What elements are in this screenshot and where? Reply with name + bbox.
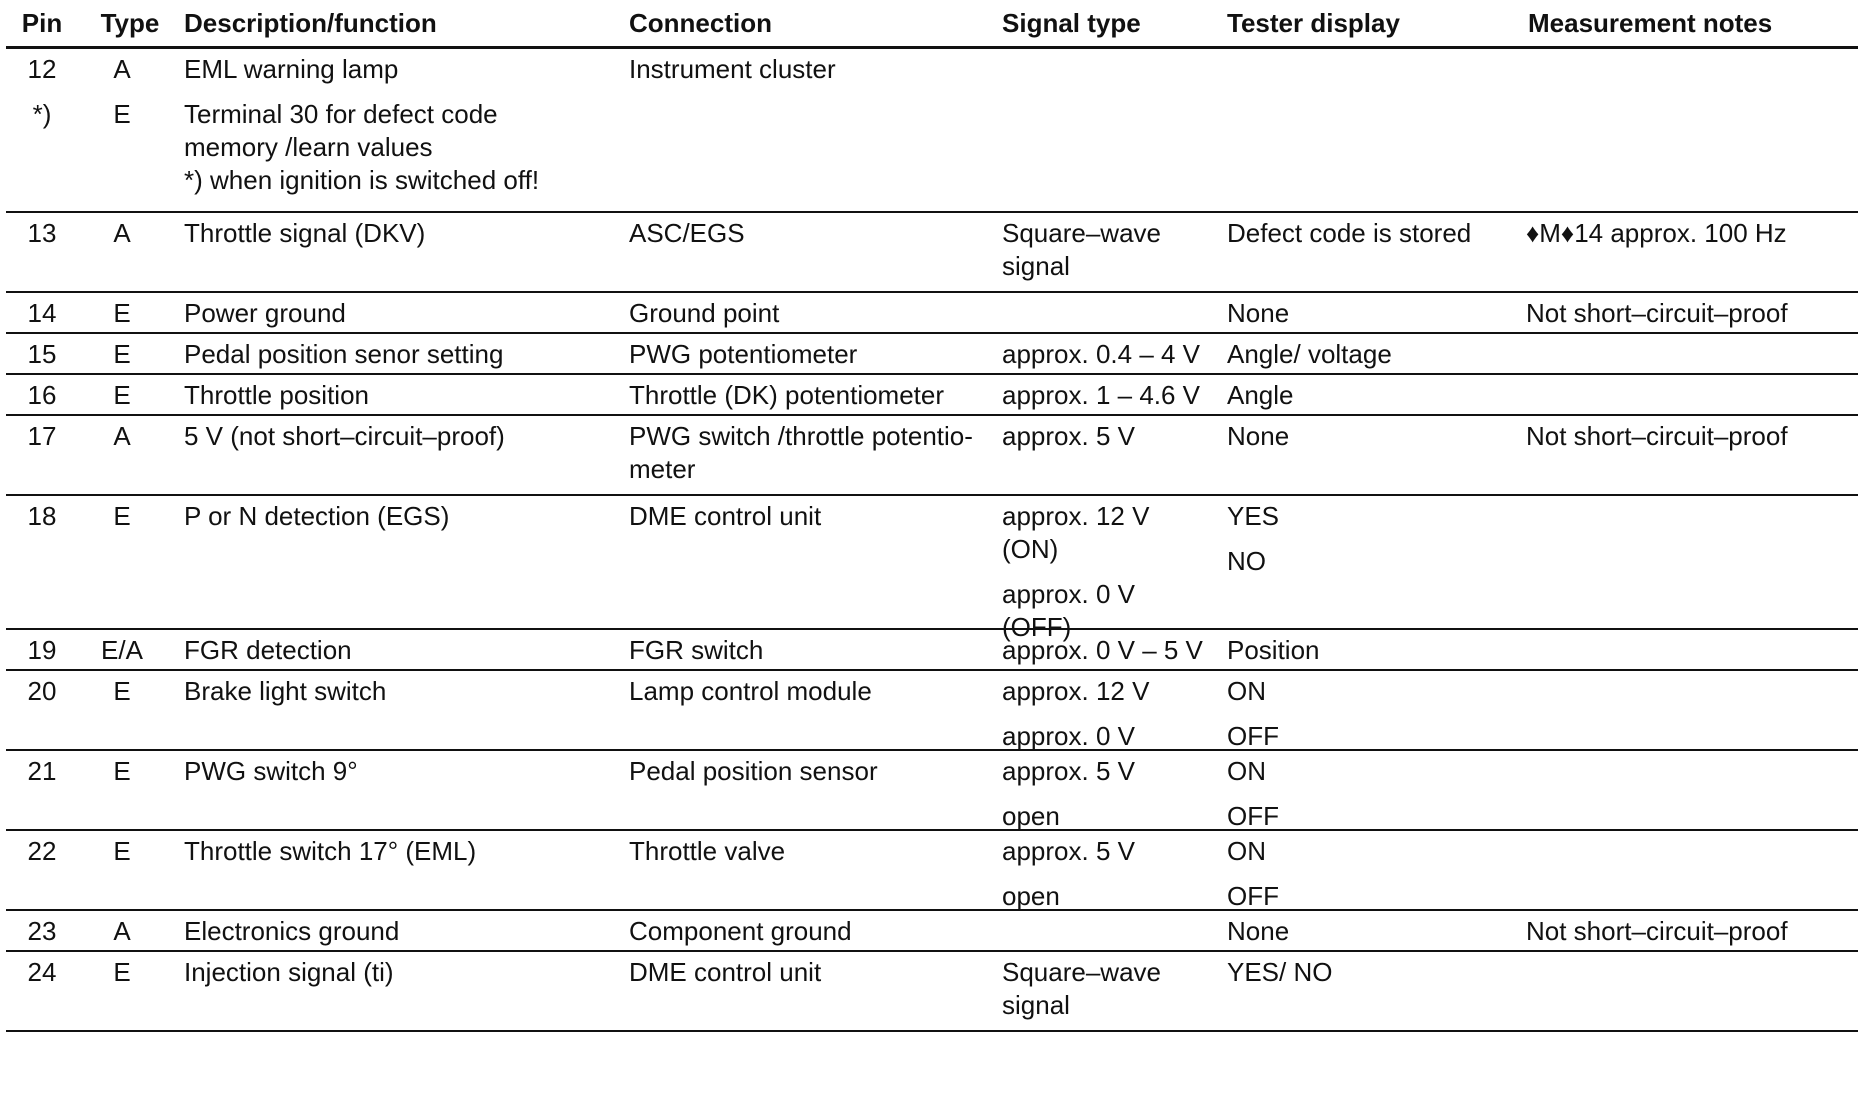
type-cell (96, 49, 148, 131)
type-cell (96, 375, 148, 412)
table-row (6, 952, 1858, 1032)
cell-text-line: approx. 5 V (1002, 421, 1135, 451)
cell-text-line: 20 (27, 676, 57, 706)
cell-text-line: approx. 0 V (1002, 721, 1135, 751)
cell-text-line: Defect code is stored (1227, 218, 1472, 248)
cell-text-line: E (113, 836, 131, 866)
pin-cell (16, 293, 68, 330)
table-row (6, 751, 1858, 831)
measurement-notes-cell (1526, 49, 1856, 53)
pin-assignment-table (6, 4, 1858, 1032)
cell-text-line: 5 V (not short–circuit–proof) (184, 421, 505, 451)
pin-cell (16, 375, 68, 412)
cell-text-line: 14 (27, 298, 57, 328)
description-cell (184, 334, 624, 371)
table-body (6, 49, 1858, 1032)
cell-text-line: ASC/EGS (629, 218, 745, 248)
cell-text-line: Pedal position sensor (629, 756, 878, 786)
cell-text-line: E (113, 957, 131, 987)
tester-display-cell (1227, 831, 1527, 913)
pin-cell (16, 831, 68, 868)
cell-text-line: A (113, 218, 131, 248)
cell-text-line: Power ground (184, 298, 346, 328)
cell-text-line: DME control unit (629, 957, 822, 987)
connection-cell (629, 375, 999, 412)
cell-text-line: None (1227, 916, 1290, 946)
cell-text-line: Throttle valve (629, 836, 786, 866)
cell-text-line: 12 (27, 54, 57, 84)
cell-text-line: 15 (27, 339, 57, 369)
cell-text-line: E (113, 99, 131, 129)
cell-text-line: E (113, 676, 131, 706)
measurement-notes-cell (1526, 334, 1856, 338)
signal-type-cell (1002, 416, 1227, 453)
cell-text-line: 21 (27, 756, 57, 786)
cell-text-line: NO (1227, 546, 1266, 576)
cell-text-line: (ON) (1002, 534, 1059, 564)
cell-text-line: None (1227, 421, 1290, 451)
table-row (6, 911, 1858, 952)
tester-display-cell (1227, 911, 1527, 948)
connection-cell (629, 416, 999, 486)
header-connection: Connection (629, 8, 772, 38)
measurement-notes-cell (1526, 831, 1856, 835)
type-cell (96, 911, 148, 948)
type-cell (96, 293, 148, 330)
cell-text-line: PWG switch /throttle potentio- (629, 421, 973, 451)
description-cell (184, 293, 624, 330)
cell-text-line: Throttle (DK) potentiometer (629, 380, 945, 410)
cell-text-line: signal (1002, 990, 1070, 1020)
signal-type-cell (1002, 630, 1227, 667)
signal-type-cell (1002, 375, 1227, 412)
cell-text-line: Square–wave (1002, 218, 1161, 248)
connection-cell (629, 952, 999, 989)
cell-text-line: approx. 5 V (1002, 756, 1135, 786)
table-header-row (6, 4, 1858, 49)
cell-text-line: memory /learn values (184, 132, 433, 162)
signal-type-cell (1002, 831, 1227, 913)
signal-type-cell (1002, 334, 1227, 371)
cell-text-line: Throttle switch 17° (EML) (184, 836, 477, 866)
cell-text-line: approx. 5 V (1002, 836, 1135, 866)
connection-cell (629, 671, 999, 708)
signal-type-cell (1002, 496, 1227, 644)
header-type: Type (100, 8, 160, 38)
type-cell (96, 671, 148, 708)
tester-display-cell (1227, 293, 1527, 330)
cell-text-line: 22 (27, 836, 57, 866)
cell-text-line: FGR switch (629, 635, 764, 665)
cell-text-line: approx. 0 V (1002, 579, 1135, 609)
cell-text-line: Angle (1227, 380, 1294, 410)
cell-text-line: Component ground (629, 916, 852, 946)
header-signal-type: Signal type (1002, 8, 1141, 38)
cell-text-line: 16 (27, 380, 57, 410)
cell-text-line: (OFF) (1002, 612, 1072, 642)
cell-text-line: ♦M♦14 approx. 100 Hz (1526, 218, 1787, 248)
cell-text-line: Angle/ voltage (1227, 339, 1392, 369)
type-cell (96, 213, 148, 250)
cell-text-line: A (113, 54, 131, 84)
description-cell (184, 213, 624, 250)
table-row (6, 416, 1858, 496)
pin-cell (16, 416, 68, 453)
cell-text-line: E (113, 756, 131, 786)
description-cell (184, 496, 624, 533)
cell-text-line: DME control unit (629, 501, 822, 531)
signal-type-cell (1002, 751, 1227, 833)
pin-cell (16, 496, 68, 533)
cell-text-line: E (113, 339, 131, 369)
connection-cell (629, 630, 999, 667)
cell-text-line: Pedal position senor setting (184, 339, 504, 369)
cell-text-line: Ground point (629, 298, 780, 328)
type-cell (96, 416, 148, 453)
cell-text-line: OFF (1227, 801, 1279, 831)
table-row (6, 213, 1858, 293)
connection-cell (629, 751, 999, 788)
tester-display-cell (1227, 213, 1527, 250)
cell-text-line: Lamp control module (629, 676, 872, 706)
cell-text-line: A (113, 421, 131, 451)
cell-text-line: 23 (27, 916, 57, 946)
measurement-notes-cell (1526, 416, 1856, 453)
tester-display-cell (1227, 49, 1527, 53)
measurement-notes-cell (1526, 911, 1856, 948)
connection-cell (629, 496, 999, 533)
pin-cell (16, 630, 68, 667)
tester-display-cell (1227, 416, 1527, 453)
type-cell (96, 334, 148, 371)
cell-text-line: YES (1227, 501, 1280, 531)
pin-cell (16, 911, 68, 948)
cell-text-line: Throttle signal (DKV) (184, 218, 426, 248)
signal-type-cell (1002, 671, 1227, 753)
cell-text-line: Not short–circuit–proof (1526, 916, 1788, 946)
measurement-notes-cell (1526, 496, 1856, 500)
signal-type-cell (1002, 911, 1227, 915)
signal-type-cell (1002, 293, 1227, 297)
cell-text-line: open (1002, 801, 1060, 831)
table-row (6, 831, 1858, 911)
cell-text-line: Square–wave (1002, 957, 1161, 987)
description-cell (184, 751, 624, 788)
table-row (6, 334, 1858, 375)
cell-text-line: 19 (27, 635, 57, 665)
pin-cell (16, 213, 68, 250)
cell-text-line: 13 (27, 218, 57, 248)
measurement-notes-cell (1526, 751, 1856, 755)
measurement-notes-cell (1526, 630, 1856, 634)
table-row (6, 630, 1858, 671)
cell-text-line: *) when ignition is switched off! (184, 165, 540, 195)
cell-text-line: FGR detection (184, 635, 352, 665)
cell-text-line: Throttle position (184, 380, 369, 410)
cell-text-line: Injection signal (ti) (184, 957, 394, 987)
cell-text-line: Terminal 30 for defect code (184, 99, 498, 129)
description-cell (184, 49, 624, 197)
table-row (6, 496, 1858, 642)
measurement-notes-cell (1526, 671, 1856, 675)
description-cell (184, 630, 624, 667)
cell-text-line: Not short–circuit–proof (1526, 298, 1788, 328)
cell-text-line: EML warning lamp (184, 54, 399, 84)
description-cell (184, 952, 624, 989)
pin-cell (16, 751, 68, 788)
cell-text-line: PWG switch 9° (184, 756, 358, 786)
pin-cell (16, 49, 68, 131)
type-cell (96, 952, 148, 989)
cell-text-line: *) (32, 99, 52, 129)
cell-text-line: 24 (27, 957, 57, 987)
tester-display-cell (1227, 496, 1527, 578)
cell-text-line: OFF (1227, 721, 1279, 751)
description-cell (184, 416, 624, 453)
header-measurement-notes: Measurement notes (1528, 8, 1773, 38)
signal-type-cell (1002, 49, 1227, 53)
connection-cell (629, 213, 999, 250)
table-row (6, 49, 1858, 213)
cell-text-line: ON (1227, 836, 1266, 866)
header-description: Description/function (184, 8, 437, 38)
cell-text-line: approx. 12 V (1002, 501, 1150, 531)
connection-cell (629, 334, 999, 371)
signal-type-cell (1002, 213, 1227, 283)
table-row (6, 671, 1858, 751)
pin-cell (16, 334, 68, 371)
cell-text-line: 18 (27, 501, 57, 531)
cell-text-line: None (1227, 298, 1290, 328)
connection-cell (629, 49, 999, 86)
cell-text-line: PWG potentiometer (629, 339, 858, 369)
table-row (6, 375, 1858, 416)
tester-display-cell (1227, 630, 1527, 667)
tester-display-cell (1227, 751, 1527, 833)
cell-text-line: approx. 0.4 – 4 V (1002, 339, 1201, 369)
connection-cell (629, 911, 999, 948)
tester-display-cell (1227, 334, 1527, 371)
type-cell (96, 630, 148, 667)
cell-text-line: P or N detection (EGS) (184, 501, 450, 531)
cell-text-line: approx. 1 – 4.6 V (1002, 380, 1201, 410)
type-cell (96, 751, 148, 788)
measurement-notes-cell (1526, 293, 1856, 330)
cell-text-line: ON (1227, 676, 1266, 706)
header-pin: Pin (21, 8, 63, 38)
type-cell (96, 831, 148, 868)
description-cell (184, 911, 624, 948)
cell-text-line: signal (1002, 251, 1070, 281)
connection-cell (629, 831, 999, 868)
measurement-notes-cell (1526, 375, 1856, 379)
cell-text-line: E (113, 298, 131, 328)
pin-cell (16, 671, 68, 708)
description-cell (184, 375, 624, 412)
connection-cell (629, 293, 999, 330)
measurement-notes-cell (1526, 213, 1856, 250)
cell-text-line: 17 (27, 421, 57, 451)
tester-display-cell (1227, 375, 1527, 412)
cell-text-line: meter (629, 454, 696, 484)
cell-text-line: Position (1227, 635, 1320, 665)
description-cell (184, 831, 624, 868)
cell-text-line: A (113, 916, 131, 946)
header-tester-display: Tester display (1227, 8, 1400, 38)
tester-display-cell (1227, 671, 1527, 753)
tester-display-cell (1227, 952, 1527, 989)
cell-text-line: ON (1227, 756, 1266, 786)
cell-text-line: E (113, 380, 131, 410)
cell-text-line: YES/ NO (1227, 957, 1333, 987)
cell-text-line: approx. 0 V – 5 V (1002, 635, 1203, 665)
cell-text-line: approx. 12 V (1002, 676, 1150, 706)
cell-text-line: Electronics ground (184, 916, 400, 946)
cell-text-line: E (113, 501, 131, 531)
cell-text-line: Not short–circuit–proof (1526, 421, 1788, 451)
description-cell (184, 671, 624, 708)
table-row (6, 293, 1858, 334)
cell-text-line: E/A (101, 635, 143, 665)
signal-type-cell (1002, 952, 1227, 1022)
cell-text-line: open (1002, 881, 1060, 911)
pin-cell (16, 952, 68, 989)
measurement-notes-cell (1526, 952, 1856, 956)
cell-text-line: Brake light switch (184, 676, 387, 706)
cell-text-line: OFF (1227, 881, 1279, 911)
type-cell (96, 496, 148, 533)
cell-text-line: Instrument cluster (629, 54, 836, 84)
